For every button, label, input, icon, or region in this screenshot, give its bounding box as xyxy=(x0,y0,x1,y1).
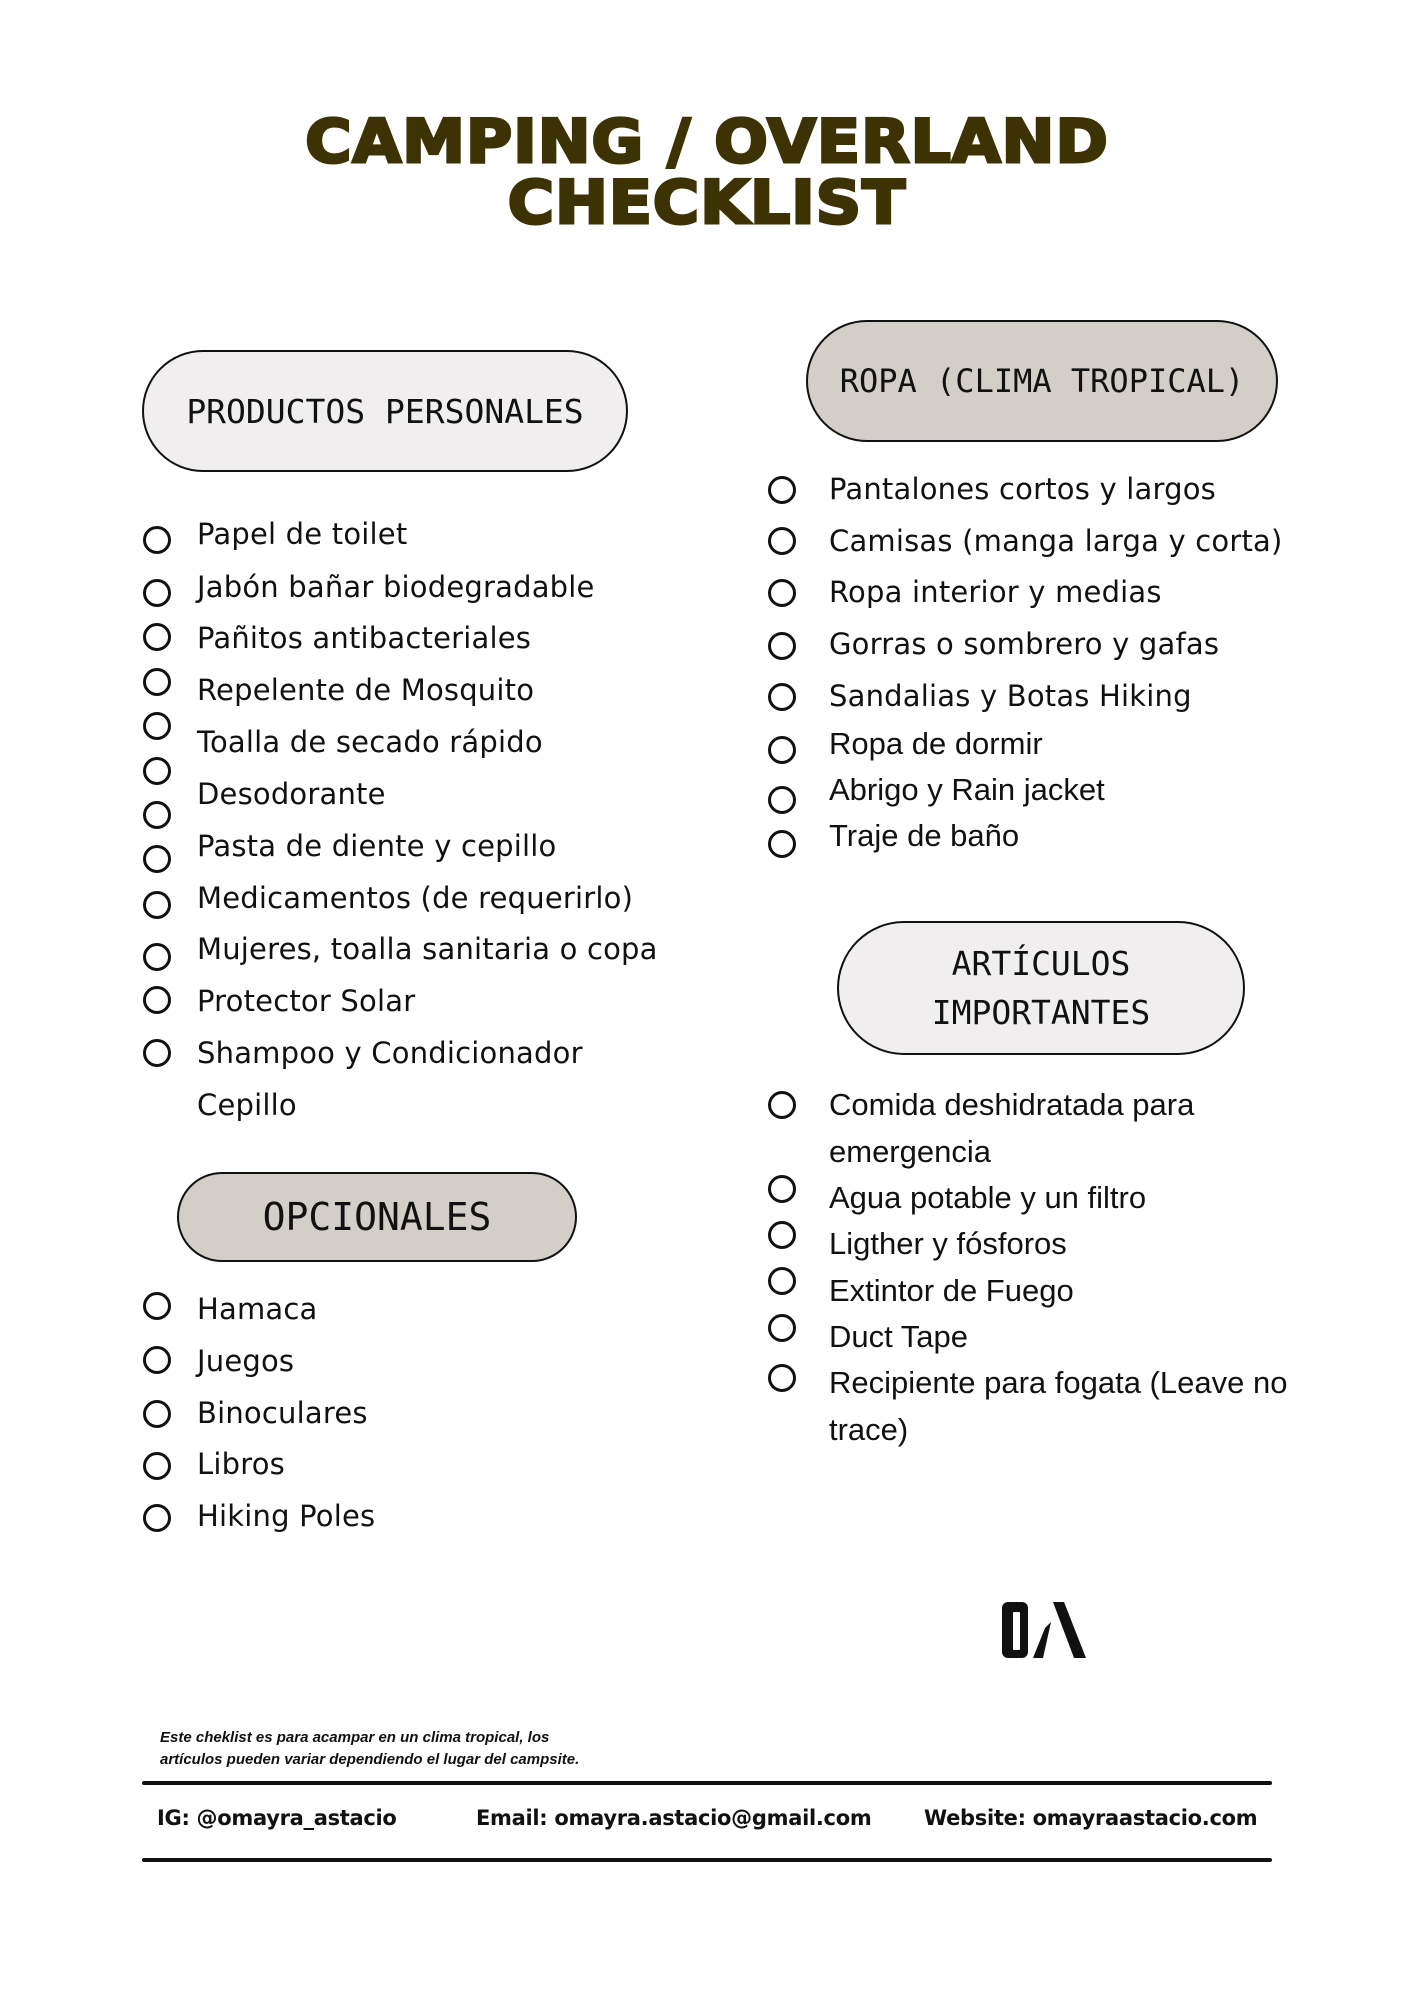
checkbox-circle-icon[interactable] xyxy=(768,830,796,858)
footer-note xyxy=(160,1727,579,1771)
checkbox-circle-icon[interactable] xyxy=(143,1452,171,1480)
section-heading-label: ROPA (CLIMA TROPICAL) xyxy=(839,362,1245,400)
checkbox-circle-icon[interactable] xyxy=(143,986,171,1014)
checkbox-circle-icon[interactable] xyxy=(143,1400,171,1428)
checkbox-circle-icon[interactable] xyxy=(768,1364,796,1392)
checkbox-circle-icon[interactable] xyxy=(768,1314,796,1342)
checkbox-circle-icon[interactable] xyxy=(143,1504,171,1532)
checklist-item-label-continuation: emergencia xyxy=(829,1134,991,1169)
checkbox-circle-icon[interactable] xyxy=(768,786,796,814)
footer-note-line-1: Este cheklist es para acampar en un clima tropical, los xyxy=(160,1729,550,1746)
checkbox-circle-icon[interactable] xyxy=(768,579,796,607)
title-line-1: CAMPING / OVERLAND xyxy=(305,107,1109,177)
checkbox-circle-icon[interactable] xyxy=(768,683,796,711)
email-link[interactable]: Email: omayra.astacio@gmail.com xyxy=(476,1806,872,1830)
checklist-item-label: Traje de baño xyxy=(829,818,1020,853)
section-heading-label-line-2: IMPORTANTES xyxy=(931,993,1151,1032)
checkbox-circle-icon[interactable] xyxy=(143,943,171,971)
checkbox-circle-icon[interactable] xyxy=(768,1091,796,1119)
checkbox-circle-icon[interactable] xyxy=(143,1292,171,1320)
checklist-item-label: Pantalones cortos y largos xyxy=(829,472,1216,506)
checklist-item-label: Repelente de Mosquito xyxy=(197,673,535,707)
checklist-item-label: Camisas (manga larga y corta) xyxy=(829,524,1283,558)
checklist-item-label: Protector Solar xyxy=(197,984,416,1018)
checklist-item-label: Cepillo xyxy=(197,1088,297,1122)
checklist-item-label: Pañitos antibacteriales xyxy=(197,621,532,655)
checkbox-circle-icon[interactable] xyxy=(143,1346,171,1374)
checklist-item-label: Binoculares xyxy=(197,1396,368,1430)
checklist-item-label: Duct Tape xyxy=(829,1319,969,1354)
footer-divider-top xyxy=(142,1781,1272,1785)
checklist-item-label: Ropa interior y medias xyxy=(829,575,1162,609)
checkbox-circle-icon[interactable] xyxy=(768,1267,796,1295)
section-heading-productos-personales xyxy=(142,350,628,472)
instagram-handle[interactable]: IG: @omayra_astacio xyxy=(157,1806,397,1830)
checklist-item-label: Abrigo y Rain jacket xyxy=(829,772,1105,807)
checklist-item-label: Ropa de dormir xyxy=(829,726,1043,761)
checkbox-circle-icon[interactable] xyxy=(768,632,796,660)
checklist-item-label: Pasta de diente y cepillo xyxy=(197,829,557,863)
section-heading-label: OPCIONALES xyxy=(262,1195,492,1239)
checklist-item-label: Mujeres, toalla sanitaria o copa xyxy=(197,932,658,966)
checkbox-circle-icon[interactable] xyxy=(143,891,171,919)
checklist-item-label: Desodorante xyxy=(197,777,386,811)
checkbox-circle-icon[interactable] xyxy=(143,668,171,696)
checkbox-circle-icon[interactable] xyxy=(143,845,171,873)
section-heading-opcionales xyxy=(177,1172,577,1262)
checklist-item-label: Hamaca xyxy=(197,1292,318,1326)
checkbox-circle-icon[interactable] xyxy=(143,712,171,740)
checkbox-circle-icon[interactable] xyxy=(143,801,171,829)
checkbox-circle-icon[interactable] xyxy=(768,1221,796,1249)
checkbox-circle-icon[interactable] xyxy=(768,476,796,504)
section-heading-ropa xyxy=(806,320,1278,442)
checklist-item-label: Recipiente para fogata (Leave no xyxy=(829,1365,1288,1400)
title-line-2: CHECKLIST xyxy=(507,168,907,238)
checklist-item-label: Extintor de Fuego xyxy=(829,1273,1074,1308)
section-heading-label-line-1: ARTÍCULOS xyxy=(951,944,1131,983)
checkbox-circle-icon[interactable] xyxy=(143,757,171,785)
footer-divider-bottom xyxy=(142,1858,1272,1862)
checklist-item-label: Agua potable y un filtro xyxy=(829,1180,1147,1215)
checklist-item-label: Jabón bañar biodegradable xyxy=(197,570,595,604)
checklist-item-label: Comida deshidratada para xyxy=(829,1087,1195,1122)
checklist-item-label: Sandalias y Botas Hiking xyxy=(829,679,1192,713)
checklist-item-label: Shampoo y Condicionador xyxy=(197,1036,583,1070)
checkbox-circle-icon[interactable] xyxy=(768,1175,796,1203)
checklist-item-label: Medicamentos (de requerirlo) xyxy=(197,881,634,915)
checklist-item-label: Ligther y fósforos xyxy=(829,1226,1067,1261)
checkbox-circle-icon[interactable] xyxy=(143,1039,171,1067)
oa-logo-icon xyxy=(997,1600,1093,1660)
page-title xyxy=(0,107,1414,238)
checkbox-circle-icon[interactable] xyxy=(143,526,171,554)
section-heading-label: PRODUCTOS PERSONALES xyxy=(186,391,584,431)
footer-note-line-2: artículos pueden variar dependiendo el lugar del campsite. xyxy=(160,1751,580,1768)
checklist-item-label: Libros xyxy=(197,1447,285,1481)
checklist-item-label-continuation: trace) xyxy=(829,1412,909,1447)
checklist-item-label: Juegos xyxy=(197,1344,295,1378)
checklist-item-label: Hiking Poles xyxy=(197,1499,376,1533)
checklist-item-label: Toalla de secado rápido xyxy=(197,725,543,759)
website-link[interactable]: Website: omayraastacio.com xyxy=(924,1806,1258,1830)
checkbox-circle-icon[interactable] xyxy=(768,736,796,764)
checkbox-circle-icon[interactable] xyxy=(143,623,171,651)
checklist-item-label: Papel de toilet xyxy=(197,517,408,551)
section-heading-articulos-importantes xyxy=(837,921,1245,1055)
checklist-item-label: Gorras o sombrero y gafas xyxy=(829,627,1220,661)
checkbox-circle-icon[interactable] xyxy=(143,579,171,607)
checkbox-circle-icon[interactable] xyxy=(768,527,796,555)
